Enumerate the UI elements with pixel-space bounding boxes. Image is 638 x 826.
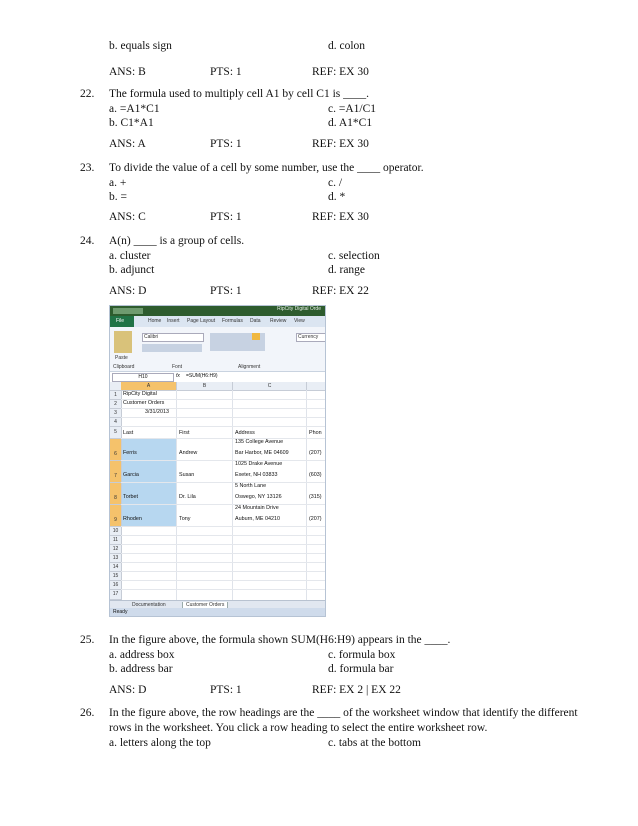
font-format-icons <box>142 344 202 352</box>
row-header-15: 15 <box>110 572 122 581</box>
cell-c7-line1: 1025 Drake Avenue <box>235 461 283 467</box>
q26-option-c: c. tabs at the bottom <box>328 737 421 749</box>
row-header-1: 1 <box>110 391 122 400</box>
fx-icon: fx <box>176 373 180 379</box>
q25-points: PTS: 1 <box>210 684 242 696</box>
tab-insert: Insert <box>167 318 180 324</box>
cell-d7: (603) <box>309 472 322 478</box>
excel-title-bar <box>110 306 325 316</box>
column-header-a: A <box>121 382 177 391</box>
cell-b6: Andrew <box>179 450 198 456</box>
cell-c8-line2: Oswego, NY 13126 <box>235 494 282 500</box>
row-header-8: 8 <box>110 483 122 505</box>
q23-answer: ANS: C <box>109 211 146 223</box>
q22-option-b: b. C1*A1 <box>109 117 154 129</box>
cell-c6-line2: Bar Harbor, ME 04609 <box>235 450 289 456</box>
cell-a1: RipCity Digital <box>123 391 157 397</box>
tab-page-layout: Page Layout <box>187 318 216 324</box>
row-header-9: 9 <box>110 505 122 527</box>
cell-b9: Tony <box>179 516 191 522</box>
column-header-c: C <box>233 382 307 391</box>
alignment-group-label: Alignment <box>238 364 261 370</box>
column-header-d <box>307 382 326 391</box>
q23-option-b: b. = <box>109 191 127 203</box>
q24-points: PTS: 1 <box>210 285 242 297</box>
q25-option-b: b. address bar <box>109 663 173 675</box>
formula-text: =SUM(H6:H9) <box>186 373 218 379</box>
q25-question: In the figure above, the formula shown SUM(H6:H9) appears in the ____. <box>109 634 451 646</box>
cell-c9-line2: Auburn, ME 04210 <box>235 516 280 522</box>
cell-a8: Torbet <box>123 494 138 500</box>
q24-answer: ANS: D <box>109 285 147 297</box>
cell-b7: Susan <box>179 472 195 478</box>
cell-a7: Garcia <box>123 472 139 478</box>
clipboard-group-label: Clipboard <box>113 364 135 370</box>
q23-option-a: a. + <box>109 177 127 189</box>
q26-question-line2: rows in the worksheet. You click a row heading to select the entire worksheet row. <box>109 722 488 734</box>
q25-answer: ANS: D <box>109 684 147 696</box>
q23-reference: REF: EX 30 <box>312 211 369 223</box>
row-header-16: 16 <box>110 581 122 590</box>
q24-option-b: b. adjunct <box>109 264 155 276</box>
q25-number: 25. <box>80 634 95 646</box>
q22-question: The formula used to multiply cell A1 by cell C1 is ____. <box>109 88 369 100</box>
cell-a6: Ferris <box>123 450 137 456</box>
cell-c5: Address <box>235 430 255 436</box>
row-header-11: 11 <box>110 536 122 545</box>
excel-window-title: RipCity Digital Orde <box>277 306 321 312</box>
row-header-12: 12 <box>110 545 122 554</box>
q22-reference: REF: EX 30 <box>312 138 369 150</box>
cell-a9: Rhoden <box>123 516 142 522</box>
q24-reference: REF: EX 22 <box>312 285 369 297</box>
q26-question-line1: In the figure above, the row headings are the ____ of the worksheet window that identify the different <box>109 707 578 719</box>
cell-d8: (315) <box>309 494 322 500</box>
status-text: Ready <box>113 609 128 615</box>
cell-b8: Dr. Lila <box>179 494 196 500</box>
tab-review: Review <box>270 318 287 324</box>
tab-home: Home <box>148 318 162 324</box>
q25-option-c: c. formula box <box>328 649 396 661</box>
row-header-10: 10 <box>110 527 122 536</box>
cell-c8-line1: 5 North Lane <box>235 483 267 489</box>
tab-file: File <box>110 316 134 327</box>
paste-icon <box>114 331 132 353</box>
q26-number: 26. <box>80 707 95 719</box>
row-header-3: 3 <box>110 409 122 418</box>
row-header-5: 5 <box>110 427 122 439</box>
cell-a5: Last <box>123 430 134 436</box>
font-group-label: Font <box>172 364 183 370</box>
q23-number: 23. <box>80 162 95 174</box>
q22-option-c: c. =A1/C1 <box>328 103 377 115</box>
cell-d9: (207) <box>309 516 322 522</box>
q25-option-d: d. formula bar <box>328 663 394 675</box>
q22-option-a: a. =A1*C1 <box>109 103 160 115</box>
name-box: H10 <box>112 373 174 382</box>
row-header-17: 17 <box>110 590 122 600</box>
quick-access-toolbar <box>113 308 143 314</box>
ribbon-tabs <box>110 316 325 327</box>
q22-answer: ANS: A <box>109 138 146 150</box>
q21-points: PTS: 1 <box>210 66 242 78</box>
row-header-4: 4 <box>110 418 122 427</box>
font-name: Calibri <box>144 334 159 340</box>
q26-option-a: a. letters along the top <box>109 737 211 749</box>
q24-number: 24. <box>80 235 95 247</box>
status-bar <box>110 608 325 616</box>
row-header-13: 13 <box>110 554 122 563</box>
column-header-b: B <box>177 382 233 391</box>
tab-data: Data <box>250 318 261 324</box>
ribbon <box>110 327 325 372</box>
sheet-tab-documentation: Documentation <box>132 602 166 608</box>
q23-question: To divide the value of a cell by some number, use the ____ operator. <box>109 162 424 174</box>
cell-c9-line1: 24 Mountain Drive <box>235 505 279 511</box>
cell-d5: Phon <box>309 430 322 436</box>
cell-a2: Customer Orders <box>123 400 165 406</box>
row-header-14: 14 <box>110 563 122 572</box>
q21-answer: ANS: B <box>109 66 146 78</box>
q25-option-a: a. address box <box>109 649 175 661</box>
cell-c6-line1: 135 College Avenue <box>235 439 284 445</box>
row-header-6: 6 <box>110 439 122 461</box>
q21-option-d: d. colon <box>328 40 366 52</box>
row-header-7: 7 <box>110 461 122 483</box>
q22-points: PTS: 1 <box>210 138 242 150</box>
row-header-2: 2 <box>110 400 122 409</box>
q23-points: PTS: 1 <box>210 211 242 223</box>
sheet-tab-customer-orders: Customer Orders <box>182 602 228 609</box>
cell-b5: First <box>179 430 190 436</box>
q23-option-c: c. / <box>328 177 343 189</box>
q22-option-d: d. A1*C1 <box>328 117 373 129</box>
q24-option-a: a. cluster <box>109 250 151 262</box>
paste-label: Paste <box>115 355 128 361</box>
q22-number: 22. <box>80 88 95 100</box>
q21-reference: REF: EX 30 <box>312 66 369 78</box>
q21-option-b: b. equals sign <box>109 40 172 52</box>
q24-option-d: d. range <box>328 264 366 276</box>
q24-question: A(n) ____ is a group of cells. <box>109 235 245 247</box>
cell-a3: 3/31/2013 <box>145 409 169 415</box>
cell-d6: (207) <box>309 450 322 456</box>
tab-view: View <box>294 318 305 324</box>
q24-option-c: c. selection <box>328 250 380 262</box>
q23-option-d: d. * <box>328 191 346 203</box>
alignment-highlight-icon <box>252 333 260 340</box>
q25-reference: REF: EX 2 | EX 22 <box>312 684 401 696</box>
cell-c7-line2: Exeter, NH 03833 <box>235 472 278 478</box>
excel-screenshot <box>109 305 326 617</box>
number-format: Currency <box>298 334 319 340</box>
tab-formulas: Formulas <box>222 318 243 324</box>
